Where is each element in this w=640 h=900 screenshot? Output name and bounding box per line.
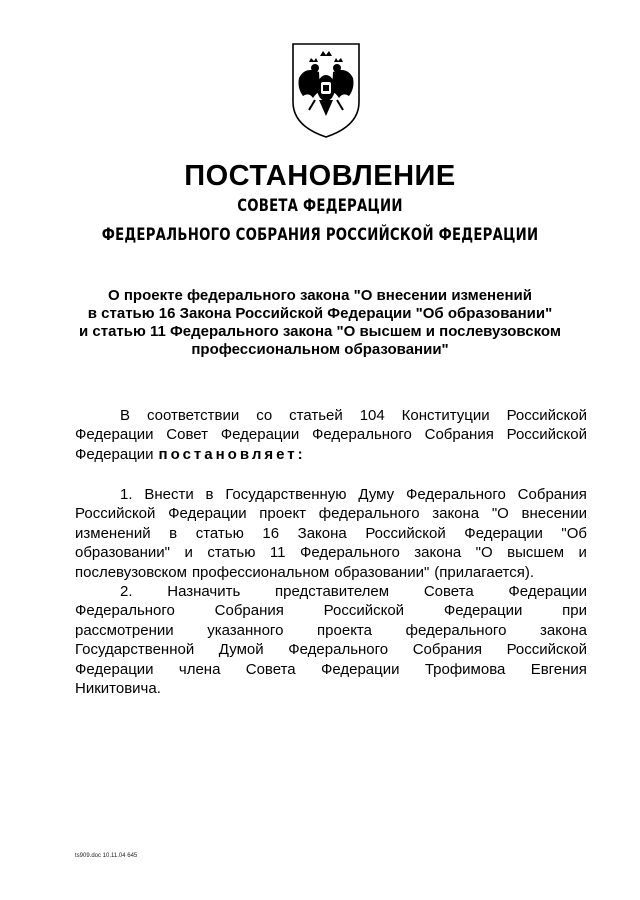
heading-line: и статью 11 Федерального закона "О высшем и послевузовском [79,323,561,340]
word: Российской [506,641,587,659]
word: Федерации [220,426,300,444]
word: Федерации [443,602,523,620]
word: проект [259,505,307,523]
heading-line: О проекте федерального закона "О внесении изменений [108,287,532,304]
word: соответствии [146,407,240,424]
word: изменений [75,524,151,542]
word: проекта [317,621,372,639]
closing-line [75,563,587,582]
word: 1. [120,486,133,503]
word: 2. [120,583,133,600]
word: Назначить [167,583,241,600]
word: Федерации [508,583,587,600]
preamble-paragraph [75,406,587,464]
word: Российской [506,407,587,424]
justified-line [75,524,587,543]
word: Российской [365,524,446,542]
issuer-line-2: ФЕДЕРАЛЬНОГО СОБРАНИЯ РОССИЙСКОЙ ФЕДЕРАЦИИ [101,225,539,245]
word: Собрания [424,426,494,444]
justified-line [75,582,587,601]
word: высшем [507,544,565,562]
word: Государственной [75,641,195,659]
resolution-heading [0,287,640,359]
word: "О [475,544,493,562]
word: рассмотрении [75,621,174,639]
issuer-line-1: СОВЕТА ФЕДЕРАЦИИ [237,196,403,216]
word: члена [178,660,221,678]
justified-line [75,621,587,640]
word: "Об [561,524,587,542]
word: В [120,407,131,424]
word: федерального [318,505,420,523]
word: Совета [245,660,296,678]
word: Федерации [75,660,154,678]
word: образовании" [334,563,430,581]
preamble-prefix: Федерации [75,445,154,463]
double-headed-eagle-emblem-icon [289,40,363,140]
word: закона [432,505,480,523]
word: и [184,544,193,562]
justified-line [75,543,587,562]
word: (прилагается). [434,563,535,581]
justified-line [75,485,587,504]
heading-line: в статью 16 Закона Российской Федерации "Об образовании" [87,305,553,322]
word: Российской [75,505,156,523]
word: Федерального [299,544,400,562]
word: представителем [275,583,390,600]
word: Совета [423,583,474,600]
word: закона [414,544,462,562]
item-1-paragraph [75,485,587,582]
word: профессиональном [191,563,330,581]
word: внесении [521,505,587,523]
word: и [578,544,587,562]
word: статью [195,524,244,542]
word: Трофимова [424,660,506,678]
word: Федерации [320,660,400,678]
word: Федерального [312,426,412,444]
word: "О [491,505,509,523]
word: со [256,407,273,424]
word: Собрания [214,602,284,620]
word: Государственную [225,486,347,503]
justified-line [75,504,587,523]
word: в [169,524,178,542]
item-2-paragraph [75,582,587,698]
word: Федерального [75,602,175,620]
word: Внести [144,486,194,503]
word: Федерации [168,505,247,523]
word: Российской [506,426,587,444]
emblem [289,40,363,140]
word: 11 [269,544,286,562]
word: послевузовском [75,563,187,581]
file-stamp: ts909.doc 10.11.04 645 [75,853,138,859]
word: статью [207,544,256,562]
word: образовании" [75,544,171,562]
word: Думой [218,641,264,659]
word: закона [540,621,587,639]
justified-line [75,601,587,620]
word: Конституции [401,407,490,424]
document-title: ПОСТАНОВЛЕНИЕ [184,160,456,192]
word: при [562,602,587,620]
justified-line [75,406,587,425]
word: Собрания [412,641,482,659]
justified-line [75,425,587,444]
word: указанного [207,621,284,639]
word: 16 [262,524,280,542]
heading-line: профессиональном образовании" [191,341,449,358]
resolves-word: постановляет: [158,445,306,463]
word: Совет [166,426,208,444]
word: федерального [405,621,507,639]
word: Думу [358,486,395,503]
word: статьей [289,407,343,424]
closing-line [75,445,587,464]
word: Федерального [405,486,506,503]
word: Федерального [288,641,389,659]
justified-line [75,660,587,679]
word: Евгения [530,660,587,678]
word: Собрания [517,486,587,503]
word: в [205,486,214,503]
word: Федерации [75,426,154,444]
word: Никитовича. [75,679,161,697]
word: Закона [297,524,347,542]
justified-line [75,640,587,659]
closing-line [75,679,587,698]
word: 104 [359,407,385,424]
word: Российской [323,602,405,620]
word: Федерации [464,524,543,542]
